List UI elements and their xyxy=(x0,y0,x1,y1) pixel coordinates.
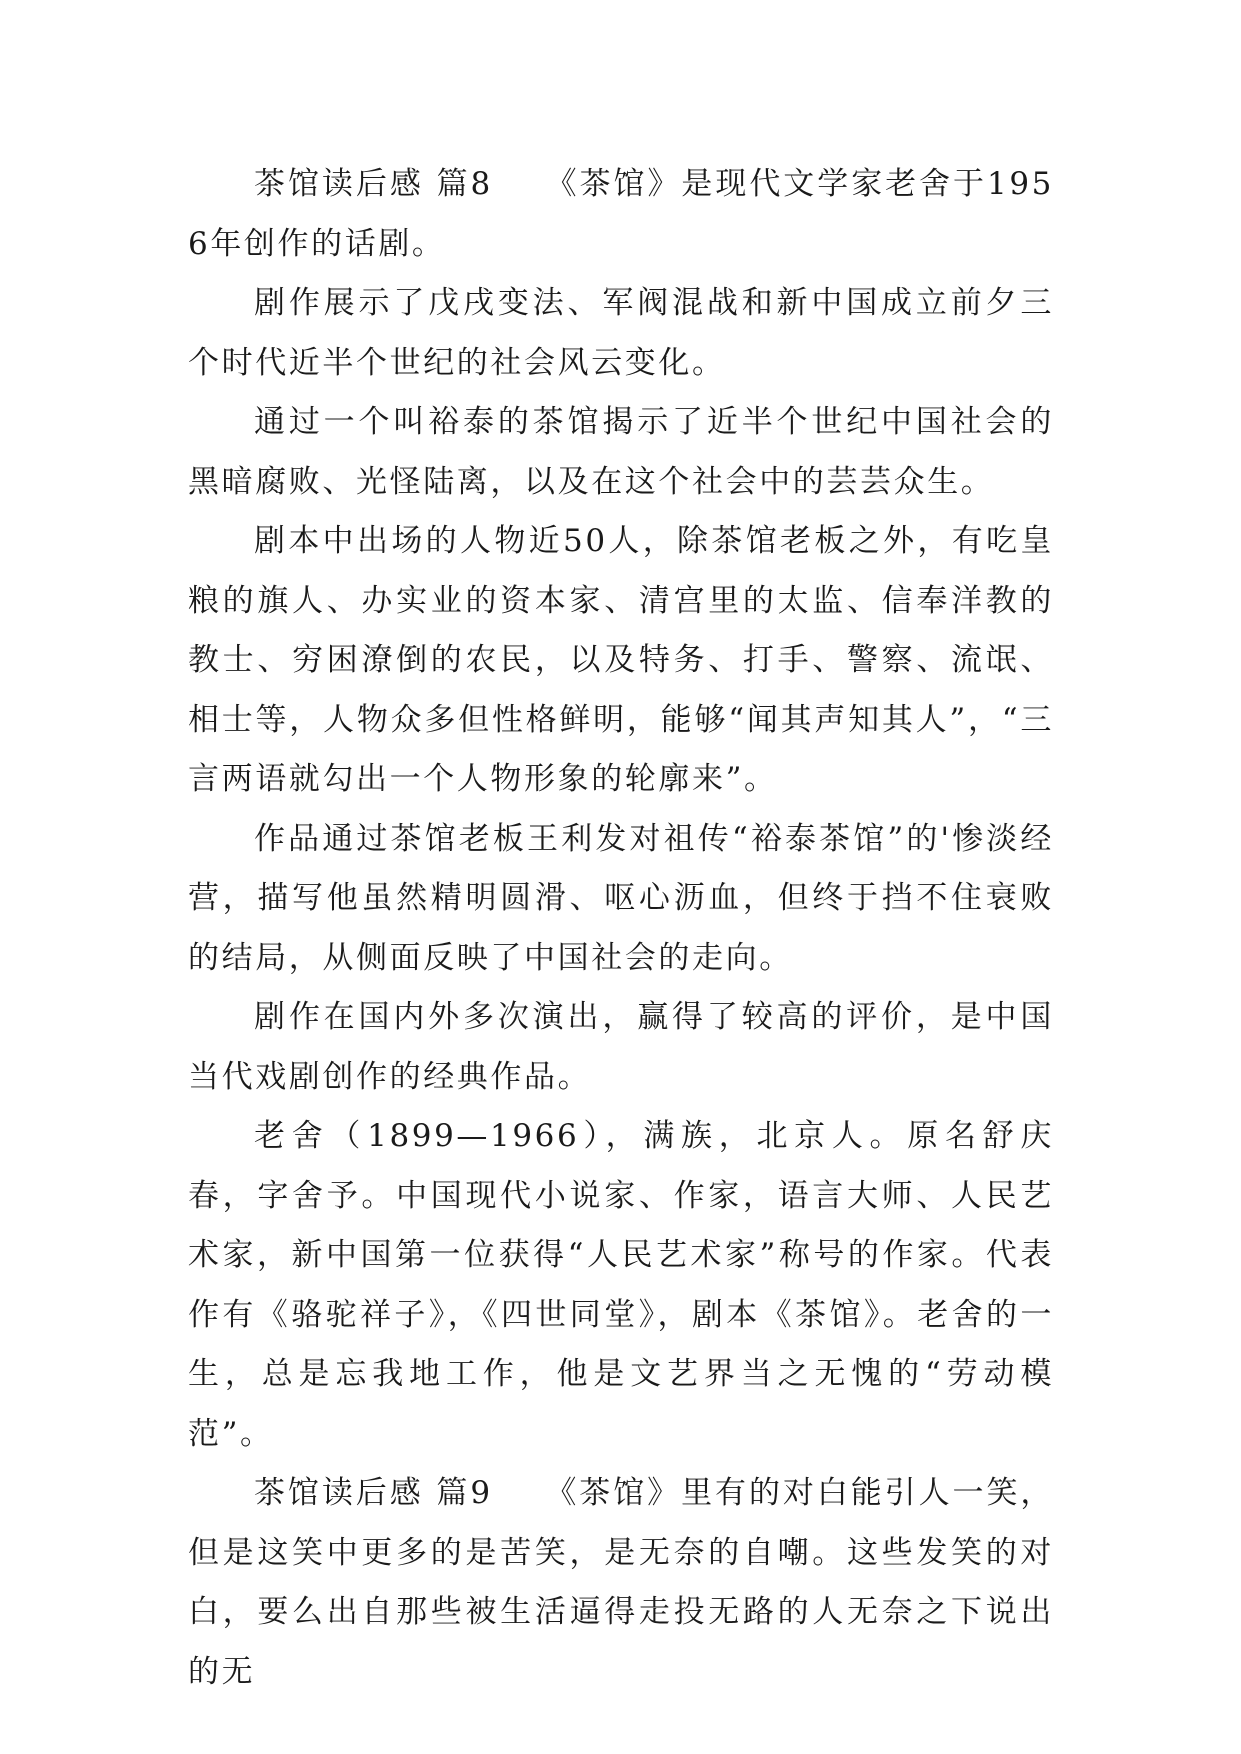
paragraph-1: 茶馆读后感 篇8 《茶馆》是现代文学家老舍于1956年创作的话剧。 xyxy=(188,166,1054,262)
paragraph-4: 剧本中出场的人物近50人，除茶馆老板之外，有吃皇粮的旗人、办实业的资本家、清宫里的太监、信奉洋教的教士、穷困潦倒的农民，以及特务、打手、警察、流氓、相士等，人物众多但性格鲜明，能够“闻其声知其人”，“三言两语就勾出一个人物形象的轮廓来”。 xyxy=(188,523,1054,797)
paragraph-7: 老舍（1899—1966），满族，北京人。原名舒庆春，字舍予。中国现代小说家、作家，语言大师、人民艺术家，新中国第一位获得“人民艺术家”称号的作家。代表作有《骆驼祥子》，《四世同堂》，剧本《茶馆》。老舍的一生，总是忘我地工作，他是文艺界当之无愧的“劳动模范”。 xyxy=(188,1118,1054,1452)
document-body xyxy=(188,155,1054,1702)
paragraph-8: 茶馆读后感 篇9 《茶馆》里有的对白能引人一笑，但是这笑中更多的是苦笑，是无奈的自嘲。这些发笑的对白，要么出自那些被生活逼得走投无路的人无奈之下说出的无 xyxy=(188,1475,1054,1690)
paragraph-3: 通过一个叫裕泰的茶馆揭示了近半个世纪中国社会的黑暗腐败、光怪陆离，以及在这个社会中的芸芸众生。 xyxy=(188,404,1054,500)
paragraph-6: 剧作在国内外多次演出，赢得了较高的评价，是中国当代戏剧创作的经典作品。 xyxy=(188,999,1054,1095)
paragraph-2: 剧作展示了戊戌变法、军阀混战和新中国成立前夕三个时代近半个世纪的社会风云变化。 xyxy=(188,285,1054,381)
paragraph-5: 作品通过茶馆老板王利发对祖传“裕泰茶馆”的'惨淡经营，描写他虽然精明圆滑、呕心沥血，但终于挡不住衰败的结局，从侧面反映了中国社会的走向。 xyxy=(188,820,1054,976)
